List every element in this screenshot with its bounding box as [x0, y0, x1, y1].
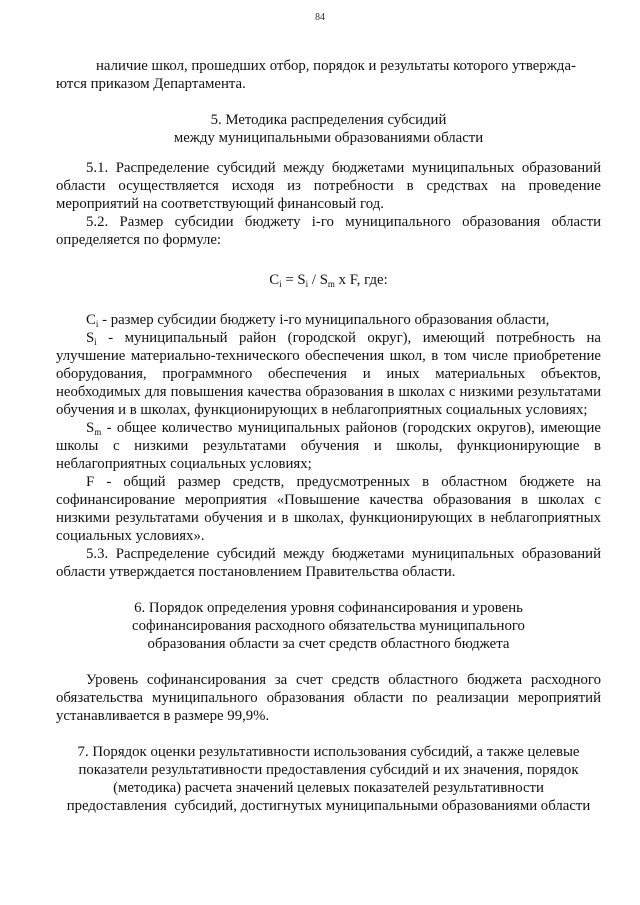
formula-div: / — [308, 272, 320, 288]
paragraph-5-2: 5.2. Размер субсидии бюджету i-го муниципального образования области определяется по формуле: — [56, 214, 601, 248]
section-5-heading — [56, 111, 601, 147]
definition-si-text: - муниципальный район (городской округ), имеющий потребность на улучшение материально-технического обеспечения школ, в том числе приобретение оборудования, программного обеспечения и иных материальных объектов, необходимых для повышения качества образования в школах с низкими результатами обучения и в школах, функционирующих в неблагоприятных социальных условиях; — [56, 330, 601, 418]
formula-c-sub: i — [279, 279, 282, 289]
intro-line-1: наличие школ, прошедших отбор, порядок и результаты которого утвержда- — [96, 58, 576, 74]
definition-si — [56, 329, 601, 419]
section-7-title-line-2: показатели результативности предоставления субсидий и их значения, порядок — [78, 762, 579, 778]
section-6-title-line-2: софинансирования расходного обязательства муниципального — [132, 618, 525, 634]
formula — [56, 271, 601, 289]
definition-ci-sub: i — [95, 319, 99, 329]
section-6-title-line-3: образования области за счет средств областного бюджета — [147, 636, 510, 652]
definition-ci-text: - размер субсидии бюджету i-го муниципального образования области, — [98, 312, 550, 328]
definition-sm-text: - общее количество муниципальных районов (городских округов), имеющие школы с низкими результатами обучения и школы, функционирующие в неблагоприятных социальных условиях; — [56, 420, 601, 472]
paragraph-5-3: 5.3. Распределение субсидий между бюджетами муниципальных образований области утверждается постановлением Правительства области. — [56, 546, 601, 580]
section-6-title-line-1: 6. Порядок определения уровня софинансирования и уровень — [134, 600, 523, 616]
definition-si-sub: i — [94, 337, 97, 347]
formula-s: S — [297, 272, 306, 288]
formula-tail: х F, где: — [334, 272, 388, 288]
section-5-title-line-1: 5. Методика распределения субсидий — [210, 112, 447, 128]
page-number: 84 — [315, 12, 325, 23]
definition-f: F - общий размер средств, предусмотренных в областном бюджете на софинансирование мероприятия «Повышение качества образования в школах с низкими результатами обучения и в школах, функционирующих в неблагоприятных социальных условиях». — [56, 474, 601, 544]
section-6-heading — [56, 599, 601, 653]
formula-s-sub: i — [305, 279, 309, 289]
definition-ci — [56, 311, 601, 329]
formula-sm: S — [319, 272, 328, 288]
definition-si-symbol: S — [86, 330, 95, 346]
section-7-heading — [56, 743, 601, 815]
section-7-title-line-1: 7. Порядок оценки результативности использования субсидий, а также целевые — [77, 744, 580, 760]
definition-ci-symbol: C — [86, 312, 96, 328]
definition-sm — [56, 419, 601, 473]
paragraph-6-1: Уровень софинансирования за счет средств областного бюджета расходного обязательства муниципального образования области по реализации мероприятий устанавливается в размере 99,9%. — [56, 672, 601, 724]
document-body — [56, 57, 601, 815]
formula-eq: = — [281, 272, 298, 288]
intro-paragraph — [56, 57, 601, 93]
formula-sm-sub: m — [327, 279, 335, 289]
definition-sm-sub: m — [94, 427, 102, 437]
section-5-title-line-2: между муниципальными образованиями области — [173, 130, 484, 146]
paragraph-5-1: 5.1. Распределение субсидий между бюджетами муниципальных образований области осуществляется исходя из потребности в средствах на проведение мероприятий на соответствующий финансовый год. — [56, 160, 601, 212]
intro-line-2: ются приказом Департамента. — [56, 76, 246, 92]
section-7-title-line-4: предоставления субсидий, достигнутых муниципальными образованиями области — [66, 798, 591, 814]
section-7-title-line-3: (методика) расчета значений целевых показателей результативности — [113, 780, 544, 796]
definition-sm-symbol: S — [86, 420, 95, 436]
formula-c: C — [269, 272, 280, 288]
